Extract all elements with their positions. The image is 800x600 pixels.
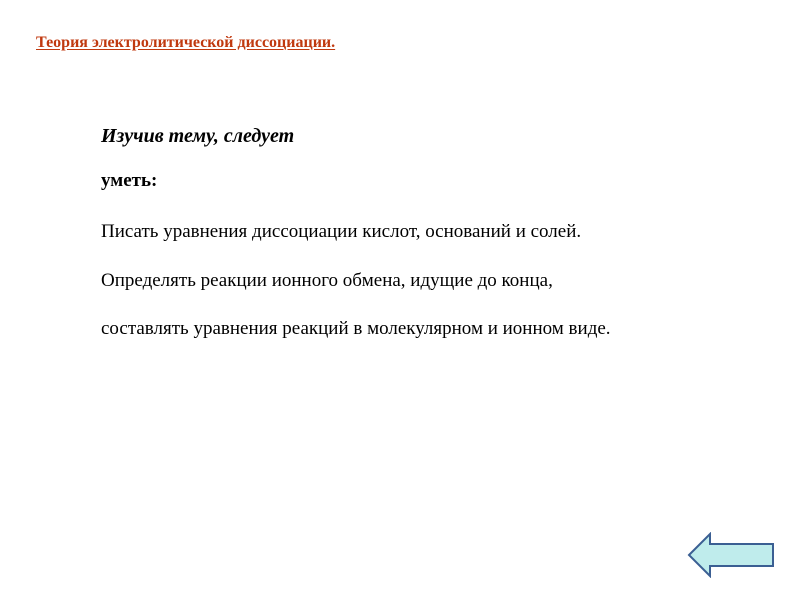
slide-title[interactable]: Теория электролитической диссоциации.: [36, 34, 336, 51]
intro-bold-text: уметь:: [101, 170, 158, 191]
objective-line-1: Писать уравнения диссоциации кислот, оснований и солей.: [101, 221, 582, 242]
left-arrow-shape: [689, 534, 773, 576]
left-arrow-icon: [687, 532, 775, 578]
intro-italic-text: Изучив тему, следует: [101, 125, 295, 147]
objective-line-2: Определять реакции ионного обмена, идущие до конца,: [101, 270, 553, 291]
objective-line-3: составлять уравнения реакций в молекулярном и ионном виде.: [101, 318, 611, 339]
back-button[interactable]: [687, 532, 775, 578]
